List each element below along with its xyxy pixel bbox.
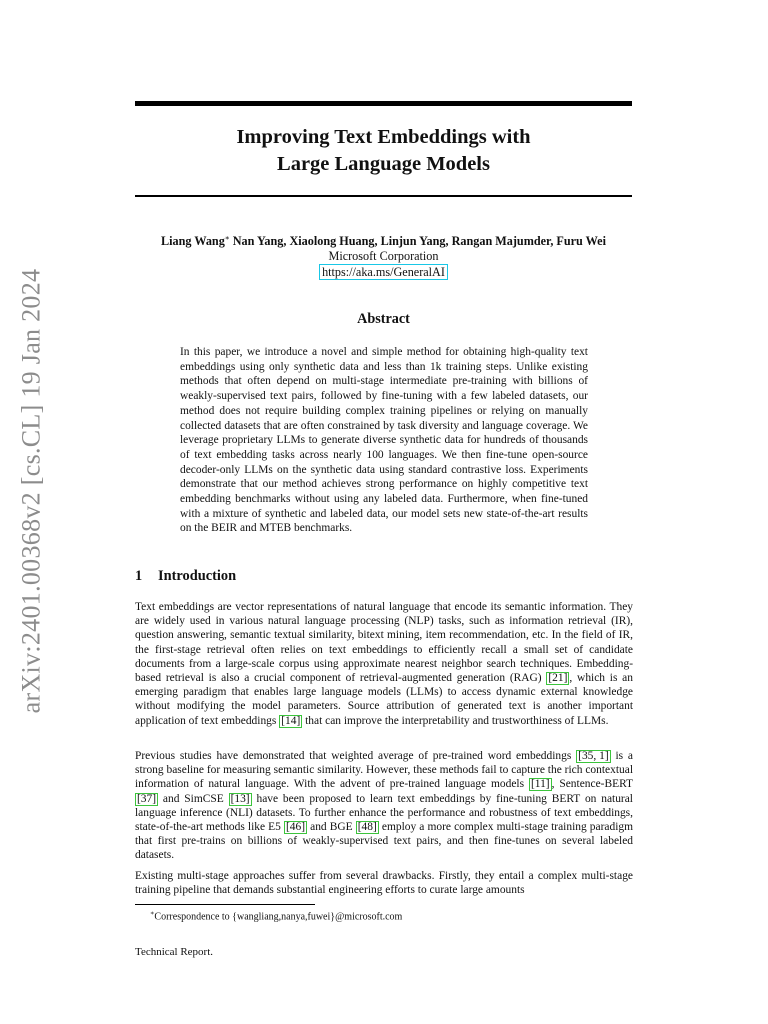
text-segment: , which is an emerging paradigm that enables large language models (LLMs) to access dynamic external knowledge without modifying the model parameters. Source attribution of generated text is another important application of text embeddings [135, 672, 633, 727]
intro-paragraph-1 [135, 600, 633, 728]
footnote-mark: ∗ [150, 910, 155, 917]
text-segment: Previous studies have demonstrated that weighted average of pre-trained word embeddings [135, 750, 577, 762]
text-segment: that can improve the interpretability and trustworthiness of LLMs. [302, 714, 609, 727]
citation-link[interactable]: [37] [137, 792, 157, 805]
paper-title [135, 124, 632, 178]
text-segment: is a strong baseline for measuring semantic similarity. However, these methods fail to capture the rich contextual information of natural language. With the advent of pre-trained language models [135, 750, 633, 791]
text-segment: have been proposed to learn text embeddings by fine-tuning BERT on natural language inference (NLI) datasets. To further enhance the performance and robustness of text embeddings, state-of-the-art methods like E5 [135, 792, 633, 834]
section-heading-introduction [135, 568, 236, 585]
arxiv-identifier-text: arXiv:2401.00368v2 [cs.CL] 19 Jan 2024 [16, 268, 45, 714]
citation-link[interactable]: [21] [548, 672, 568, 685]
correspondence-mark: ∗ [224, 234, 230, 242]
citation-link[interactable]: [11] [530, 778, 550, 791]
paper-title-line-1: Improving Text Embeddings with [236, 126, 531, 148]
arxiv-identifier-stamp [8, 268, 54, 714]
first-author: Liang Wang [161, 234, 225, 249]
affiliation: Microsoft Corporation [328, 249, 439, 264]
text-segment: Text embeddings are vector representations of natural language that encode its semantic information. They are widely used in various natural language processing (NLP) tasks, such as information retrieval (IR), question answering, semantic textual similarity, bitext mining, item recommendation, etc. In the field of IR, the first-stage retrieval often relies on text embeddings to efficiently recall a small set of candidate documents from a large-scale corpus using approximate nearest neighbor search techniques. Embedding-based retrieval is also a crucial component of retrieval-augmented generation (RAG) [135, 601, 633, 685]
citation-link[interactable]: [46] [285, 821, 306, 834]
section-number: 1 [135, 568, 143, 584]
section-title: Introduction [158, 568, 237, 584]
intro-paragraph-2 [135, 749, 633, 863]
technical-report-note: Technical Report. [135, 946, 214, 958]
text-segment: and SimCSE [158, 792, 229, 805]
citation-link[interactable]: [48] [357, 821, 377, 834]
title-top-rule [135, 101, 632, 106]
title-bottom-rule [135, 195, 632, 197]
project-link[interactable]: https://aka.ms/GeneralAI [319, 264, 448, 280]
intro-paragraph-3: Existing multi-stage approaches suffer from several drawbacks. Firstly, they entail a complex multi-stage training pipeline that demands substantial engineering efforts to curate large amounts [135, 870, 633, 897]
text-segment: , Sentence-BERT [551, 778, 633, 791]
abstract-heading: Abstract [357, 311, 410, 327]
citation-link[interactable]: [35, 1] [578, 750, 609, 762]
text-segment: and BGE [307, 821, 356, 834]
footnote-rule [135, 904, 315, 905]
citation-link[interactable]: [14] [281, 714, 301, 727]
footnote-text: Correspondence to {wangliang,nanya,fuwei}@microsoft.com [154, 911, 403, 923]
author-list [135, 231, 632, 249]
abstract-text: In this paper, we introduce a novel and simple method for obtaining high-quality text embeddings using only synthetic data and less than 1k training steps. Unlike existing methods that often depend on multi-stage intermediate pre-training with billions of weakly-supervised text pairs, followed by fine-tuning with a few labeled datasets, our method does not require building complex training pipelines or relying on manually collected datasets that are often constrained by task diversity and language coverage. We leverage proprietary LLMs to generate diverse synthetic data for hundreds of thousands of text embedding tasks across nearly 100 languages. We then fine-tune open-source decoder-only LLMs on the synthetic data using standard contrastive loss. Experiments demonstrate that our method achieves strong performance on highly competitive text embedding benchmarks without using any labeled data. Furthermore, when fine-tuned with a mixture of synthetic and labeled data, our model sets new state-of-the-art results on the BEIR and MTEB benchmarks. [180, 346, 588, 535]
footnote [150, 907, 402, 923]
other-authors: Nan Yang, Xiaolong Huang, Linjun Yang, Rangan Majumder, Furu Wei [232, 234, 606, 249]
author-block [135, 231, 632, 280]
citation-link[interactable]: [13] [230, 792, 250, 805]
paper-title-line-2: Large Language Models [277, 153, 490, 175]
text-segment: employ a more complex multi-stage training paradigm that first pre-trains on billions of weakly-supervised text pairs, and then fine-tunes on several labeled datasets. [135, 821, 633, 862]
